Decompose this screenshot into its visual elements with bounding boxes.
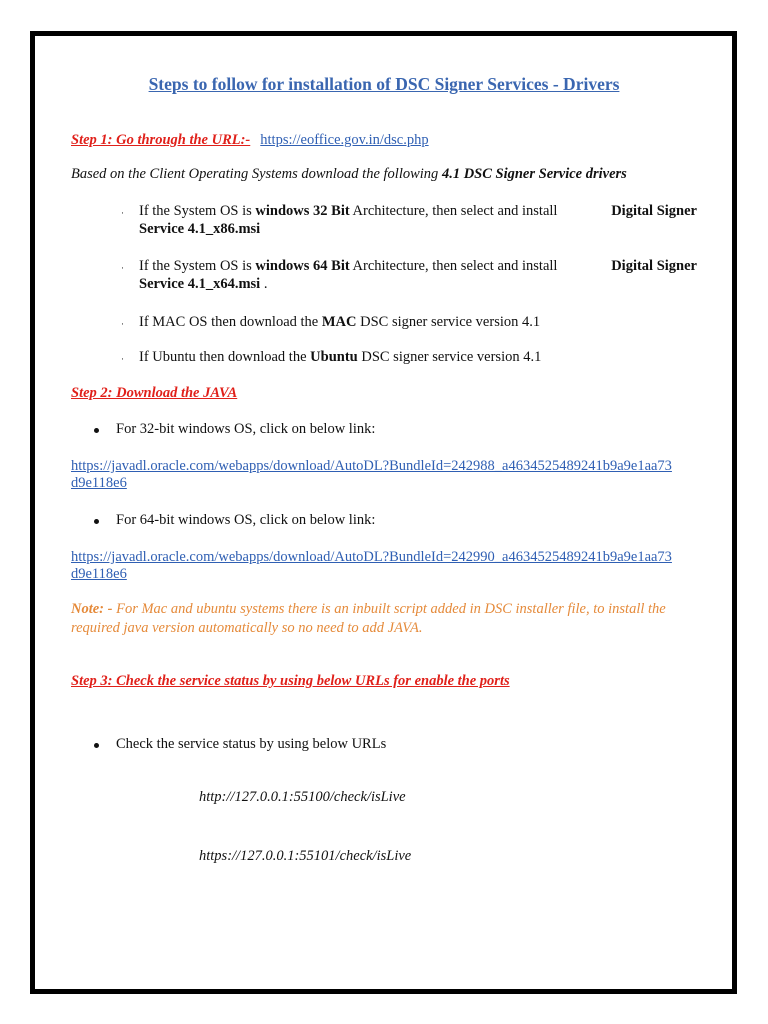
java-32bit-link-line1[interactable]: https://javadl.oracle.com/webapps/download/AutoDL?BundleId=242988_a4634525489241b9a9e1aa73 xyxy=(71,458,672,474)
text: DSC signer service version 4.1 xyxy=(357,349,542,365)
text: Architecture, then select and install xyxy=(349,203,558,219)
step1-row xyxy=(71,131,429,149)
text-bold: windows 64 Bit xyxy=(255,258,350,274)
text-bold: Digital Signer xyxy=(611,258,697,274)
step2-label: Step 2: Download the JAVA xyxy=(71,385,238,401)
bullet-win32-line1 xyxy=(139,203,697,220)
text: If the System OS is xyxy=(139,258,256,274)
step3-item: Check the service status by using below URLs xyxy=(116,736,387,752)
step1-intro xyxy=(71,166,627,183)
text: DSC signer service version 4.1 xyxy=(356,314,541,330)
page-title: Steps to follow for installation of DSC Signer Services - Drivers xyxy=(148,74,620,94)
text-bold: windows 32 Bit xyxy=(255,203,350,219)
note-line2: required java version automatically so no need to add JAVA. xyxy=(71,620,423,636)
step1-label: Step 1: Go through the URL:- xyxy=(71,132,251,148)
java-32bit-link-line2[interactable]: d9e118e6 xyxy=(71,475,127,491)
step1-url-link[interactable]: https://eoffice.gov.in/dsc.php xyxy=(260,132,429,148)
text-bold: Service 4.1_x64.msi xyxy=(139,276,261,292)
step2-item-64bit: For 64-bit windows OS, click on below link: xyxy=(116,512,376,528)
bullet-dot: · xyxy=(121,354,124,364)
bullet-dot: · xyxy=(121,319,124,329)
text: If the System OS is xyxy=(139,203,256,219)
note-label: Note: - xyxy=(71,601,113,617)
bullet-win64-line1 xyxy=(139,258,697,275)
bullet-dot: · xyxy=(121,208,124,218)
step3-label: Step 3: Check the service status by using below URLs for enable the ports xyxy=(71,673,510,689)
text: . xyxy=(260,276,268,292)
bullet-dot: · xyxy=(121,263,124,273)
text: If Ubuntu then download the xyxy=(139,349,311,365)
bullet-disc xyxy=(94,428,99,433)
bullet-disc xyxy=(94,743,99,748)
step1-intro-text: Based on the Client Operating Systems download the following xyxy=(71,166,442,182)
step1-intro-emphasis: 4.1 DSC Signer Service drivers xyxy=(441,166,627,182)
step2-item-32bit: For 32-bit windows OS, click on below link: xyxy=(116,421,376,437)
bullet-win64-line2 xyxy=(139,276,267,293)
java-64bit-link-line2[interactable]: d9e118e6 xyxy=(71,566,127,582)
bullet-win32-line2: Service 4.1_x86.msi xyxy=(139,221,261,237)
text: Architecture, then select and install xyxy=(349,258,558,274)
bullet-disc xyxy=(94,519,99,524)
text-bold: Ubuntu xyxy=(310,349,358,365)
service-url-http[interactable]: http://127.0.0.1:55100/check/isLive xyxy=(199,789,406,805)
text-bold: MAC xyxy=(321,314,357,330)
text: If MAC OS then download the xyxy=(139,314,322,330)
java-64bit-link-line1[interactable]: https://javadl.oracle.com/webapps/download/AutoDL?BundleId=242990_a4634525489241b9a9e1aa73 xyxy=(71,549,672,565)
text-bold: Digital Signer xyxy=(611,203,697,219)
note-line1 xyxy=(71,601,697,618)
service-url-https[interactable]: https://127.0.0.1:55101/check/isLive xyxy=(199,848,412,864)
bullet-mac xyxy=(139,314,540,331)
note-text: For Mac and ubuntu systems there is an inbuilt script added in DSC installer file, to install the xyxy=(112,601,666,617)
bullet-ubuntu xyxy=(139,349,541,366)
